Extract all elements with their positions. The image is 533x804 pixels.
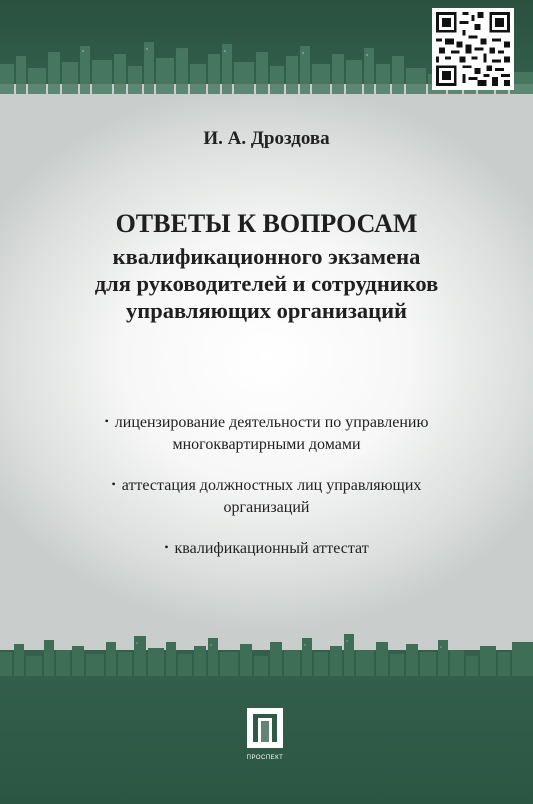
qr-code-icon [432, 8, 514, 90]
bottom-skyline-illustration [0, 628, 533, 676]
topic-list [40, 412, 493, 580]
title-line-3: для руководителей и сотрудников [94, 271, 439, 297]
author-name: И. А. Дроздова [203, 128, 330, 149]
bullet-dot-icon: • [104, 414, 109, 428]
topic-item: • лицензирование деятельности по управлению многоквартирными домами [104, 414, 429, 453]
title-line-2: квалификационного экзамена [112, 244, 421, 270]
bullet-dot-icon: • [111, 477, 116, 492]
title-line-1: ОТВЕТЫ К ВОПРОСАМ [115, 209, 418, 238]
book-title [20, 208, 513, 324]
publisher-name: ПРОСПЕКТ [246, 755, 284, 761]
publisher-logo [237, 708, 293, 768]
topic-item: • аттестация должностных лиц управляющих организаций [111, 477, 422, 516]
title-line-4: управляющих организаций [126, 298, 407, 324]
bullet-dot-icon: • [164, 540, 169, 555]
topic-item: • квалификационный аттестат [164, 540, 369, 558]
prospekt-logo-icon [247, 708, 283, 748]
